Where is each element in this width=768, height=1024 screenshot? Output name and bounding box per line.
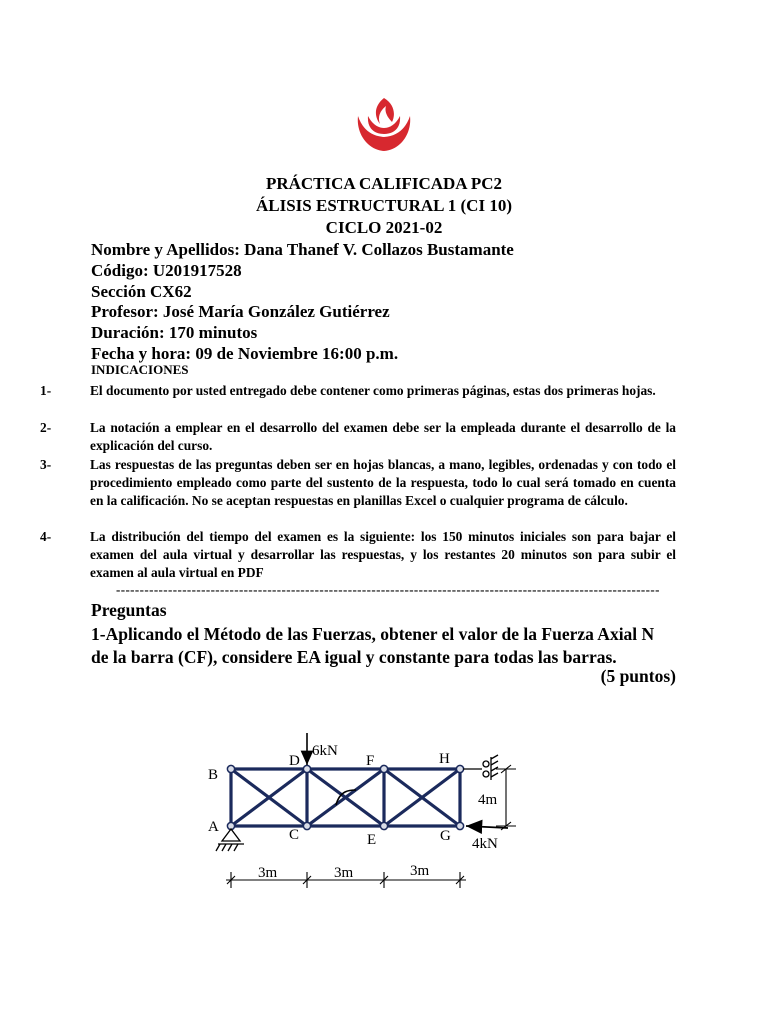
indication-number: 1- [40, 383, 52, 398]
node-b [227, 765, 234, 772]
indication-text: Las respuestas de las preguntas deben ser en hojas blancas, a mano, legibles, ordenadas y con todo el procedimiento empleado como parte del sustento de la respuesta, todo lo cual será tomado en cuenta en la calificación. No se aceptan respuestas en planillas Excel o cualquier programa de cálculo. [90, 457, 676, 508]
indication-text: El documento por usted entregado debe contener como primeras páginas, estas dos primeras hojas. [90, 383, 656, 398]
wall-support [463, 755, 498, 780]
indication-number: 4- [40, 529, 52, 544]
span-label-2: 3m [334, 865, 354, 881]
cycle-label: CICLO 2021-02 [325, 218, 443, 237]
indication-number: 2- [40, 420, 52, 435]
indication-text: La notación a emplear en el desarrollo del examen debe ser la empleada durante el desarrollo de la explicación del curso. [90, 420, 676, 453]
load-label-4kn: 4kN [472, 836, 498, 852]
course-name: ÁLISIS ESTRUCTURAL 1 (CI 10) [255, 196, 512, 215]
section-label: Sección CX62 [91, 282, 192, 301]
questions-heading: Preguntas [91, 600, 167, 620]
truss-diagram [0, 720, 768, 900]
span-label-1: 3m [258, 865, 278, 881]
exam-title: PRÁCTICA CALIFICADA PC2 [265, 174, 503, 193]
university-logo [352, 94, 416, 154]
logo-flame-inner [376, 98, 394, 124]
node-label-g: G [440, 828, 451, 844]
span-label-3: 3m [410, 863, 430, 879]
pin-support [216, 829, 244, 851]
node-label-b: B [208, 767, 219, 783]
student-code: Código: U201917528 [91, 261, 242, 280]
node-label-h: H [439, 751, 450, 767]
load-label-6kn: 6kN [312, 743, 338, 759]
question-1-points: (5 puntos) [600, 666, 676, 686]
indications-heading: INDICACIONES [91, 362, 189, 377]
node-d [303, 765, 310, 772]
dashed-separator: ------------------------------------------------------------------------------------------------------------------- [116, 582, 660, 597]
logo-flame-middle [368, 116, 400, 134]
height-label: 4m [478, 792, 498, 808]
node-g [456, 822, 463, 829]
node-f [380, 765, 387, 772]
datetime-label: Fecha y hora: 09 de Noviembre 16:00 p.m. [91, 344, 399, 363]
node-label-e: E [367, 832, 377, 848]
student-name: Nombre y Apellidos: Dana Thanef V. Collazos Bustamante [91, 240, 514, 259]
node-label-f: F [366, 753, 375, 769]
node-h [456, 765, 463, 772]
node-e [380, 822, 387, 829]
node-label-a: A [208, 819, 219, 835]
node-c [303, 822, 310, 829]
height-dimension [496, 765, 516, 830]
node-label-c: C [289, 827, 300, 843]
indication-text: La distribución del tiempo del examen es la siguiente: los 150 minutos iniciales son para bajar el examen del aula virtual y desarrollar las respuestas, y los restantes 20 minutos son para subir el examen al aula virtual en PDF [90, 529, 676, 580]
indication-number: 3- [40, 457, 52, 472]
node-label-d: D [289, 753, 300, 769]
professor-label: Profesor: José María González Gutiérrez [91, 302, 390, 321]
question-1-text: 1-Aplicando el Método de las Fuerzas, obtener el valor de la Fuerza Axial N de la barra (CF), considere EA igual y constante para todas las barras. [91, 624, 655, 667]
duration-label: Duración: 170 minutos [91, 323, 258, 342]
